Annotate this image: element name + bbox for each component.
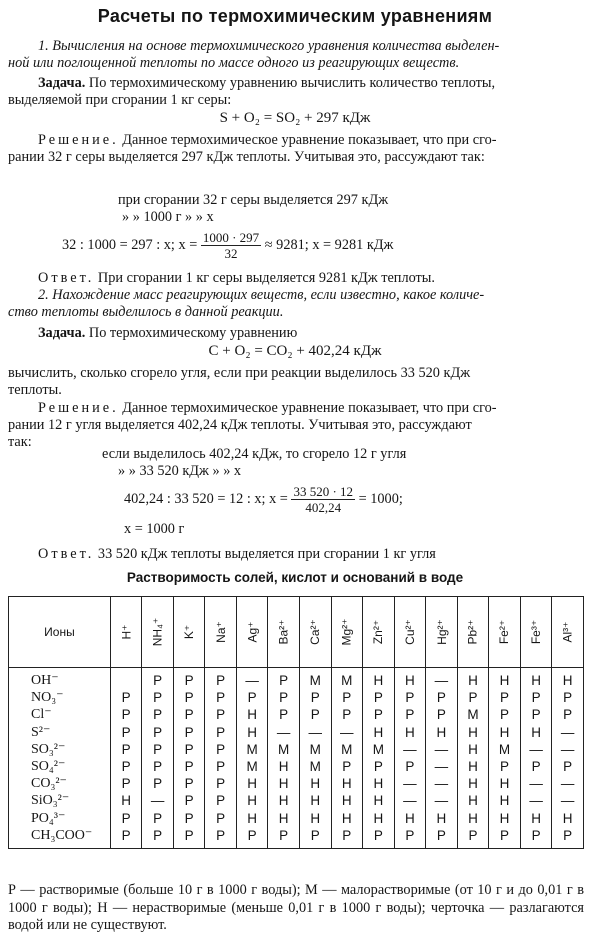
- solubility-cell: Р: [142, 758, 174, 775]
- solubility-cell: Р: [457, 689, 489, 706]
- section2-task: [38, 325, 297, 342]
- calc-left: 32 : 1000 = 297 : x; x =: [62, 237, 201, 253]
- solubility-cell: —: [426, 668, 458, 690]
- cation-header: [426, 597, 458, 668]
- table-title: Растворимость солей, кислот и оснований в воде: [126, 570, 464, 585]
- cation-header: [142, 597, 174, 668]
- section2-task-line2: вычислить, сколько сгорело угля, если при реакции выделилось 33 520 кДж: [8, 365, 471, 381]
- solubility-cell: —: [268, 724, 300, 741]
- calc-left: 402,24 : 33 520 = 12 : x; x =: [124, 491, 292, 507]
- fraction-denominator: 402,24: [305, 500, 342, 516]
- section1-calculation: [62, 228, 393, 262]
- cation-header: [394, 597, 426, 668]
- solubility-cell: Р: [110, 758, 141, 775]
- solubility-cell: Р: [110, 775, 141, 792]
- solubility-cell: Р: [173, 689, 204, 706]
- fraction-numerator: 1000 · 297: [202, 230, 260, 246]
- solubility-cell: Н: [363, 792, 395, 809]
- solution-label: Решение.: [38, 132, 119, 148]
- section1-heading-line2: ной или поглощенной теплоты по массе одного из реагирующих веществ.: [8, 55, 460, 71]
- anion-cell: PO₄³⁻: [9, 810, 111, 827]
- solubility-cell: Р: [205, 741, 237, 758]
- anion-cell: CH₃COO⁻: [9, 827, 111, 849]
- solubility-cell: Р: [268, 668, 300, 690]
- solubility-cell: Р: [268, 689, 300, 706]
- solubility-cell: Р: [142, 668, 174, 690]
- calc-right: ≈ 9281; x = 9281 кДж: [261, 237, 394, 253]
- solubility-cell: —: [394, 741, 426, 758]
- solubility-cell: Н: [299, 792, 331, 809]
- solubility-cell: Р: [173, 668, 204, 690]
- solubility-cell: Н: [236, 706, 268, 723]
- section2-solution-line3: так:: [8, 434, 32, 450]
- section2-solution: [38, 400, 497, 417]
- cation-header: [299, 597, 331, 668]
- solubility-cell: —: [520, 775, 552, 792]
- solubility-cell: —: [142, 792, 174, 809]
- section2-calculation: [124, 482, 403, 516]
- solubility-cell: Р: [110, 724, 141, 741]
- solubility-cell: —: [520, 792, 552, 809]
- solubility-cell: Р: [110, 706, 141, 723]
- task-label: Задача.: [38, 325, 86, 341]
- solubility-cell: Н: [236, 775, 268, 792]
- cation-header: [268, 597, 300, 668]
- solubility-cell: Р: [142, 827, 174, 849]
- solubility-cell: Р: [331, 706, 363, 723]
- solubility-cell: Н: [331, 810, 363, 827]
- solubility-cell: —: [552, 724, 584, 741]
- anion-cell: Cl⁻: [9, 706, 111, 723]
- solubility-cell: Р: [426, 827, 458, 849]
- solubility-cell: Р: [426, 706, 458, 723]
- solubility-cell: Р: [173, 724, 204, 741]
- solution-text: Данное термохимическое уравнение показывает, что при сго-: [118, 400, 497, 416]
- cation-header: [173, 597, 204, 668]
- answer-label: Ответ.: [38, 270, 95, 286]
- solubility-cell: Н: [426, 810, 458, 827]
- table-row: [9, 741, 584, 758]
- section2-proportion-line2: » » 33 520 кДж » » x: [118, 463, 242, 479]
- anion-cell: NO₃⁻: [9, 689, 111, 706]
- solubility-cell: Р: [299, 706, 331, 723]
- solubility-cell: Р: [205, 810, 237, 827]
- cation-label: NH₄⁺: [150, 617, 165, 647]
- solubility-cell: —: [394, 775, 426, 792]
- cation-label: Pb²⁺: [465, 619, 480, 645]
- solubility-cell: Н: [489, 792, 521, 809]
- cation-label: Ag⁺: [245, 621, 260, 643]
- solubility-cell: —: [552, 775, 584, 792]
- solubility-cell: Р: [173, 758, 204, 775]
- solubility-cell: Р: [426, 689, 458, 706]
- solubility-cell: Н: [394, 810, 426, 827]
- solubility-cell: Р: [363, 758, 395, 775]
- cation-label: Al³⁺: [560, 621, 575, 643]
- table-corner: [9, 597, 111, 668]
- section2-heading-line2: ство теплоты выделилось в данной реакции.: [8, 304, 284, 320]
- solubility-cell: Р: [489, 758, 521, 775]
- solubility-cell: Р: [363, 689, 395, 706]
- solubility-cell: Р: [110, 741, 141, 758]
- solubility-cell: М: [299, 758, 331, 775]
- cation-header: [552, 597, 584, 668]
- solubility-cell: Р: [173, 706, 204, 723]
- cation-label: Cu²⁺: [402, 619, 417, 645]
- solubility-cell: Р: [331, 689, 363, 706]
- fraction-numerator: 33 520 · 12: [293, 484, 354, 500]
- anion-cell: SO₃²⁻: [9, 741, 111, 758]
- section1-equation: S + O₂ = SO₂ + 297 кДж: [219, 110, 371, 126]
- solubility-cell: М: [236, 741, 268, 758]
- solubility-cell: М: [331, 668, 363, 690]
- solubility-cell: Р: [299, 689, 331, 706]
- answer-label: Ответ.: [38, 546, 95, 562]
- solubility-cell: Н: [331, 775, 363, 792]
- cation-label: Mg²⁺: [339, 618, 354, 646]
- section1-heading-line1: 1. Вычисления на основе термохимического уравнения количества выделен-: [38, 38, 500, 54]
- section1-task-line2: выделяемой при сгорании 1 кг серы:: [8, 92, 232, 108]
- solubility-cell: Н: [457, 792, 489, 809]
- section2-solution-line2: рании 12 г угля выделяется 402,24 кДж теплоты. Учитывая это, рассуждают: [8, 417, 472, 433]
- solubility-cell: Р: [142, 741, 174, 758]
- section2-result: x = 1000 г: [124, 521, 185, 537]
- solubility-cell: Н: [457, 758, 489, 775]
- cation-header: [457, 597, 489, 668]
- solubility-cell: М: [299, 668, 331, 690]
- solubility-cell: Н: [268, 775, 300, 792]
- section1-task: [38, 75, 495, 92]
- solubility-cell: Р: [394, 827, 426, 849]
- solubility-cell: Р: [489, 706, 521, 723]
- cation-label: Hg²⁺: [434, 619, 449, 645]
- solubility-cell: —: [552, 792, 584, 809]
- table-row: [9, 706, 584, 723]
- solubility-cell: Р: [173, 810, 204, 827]
- anion-cell: SiO₃²⁻: [9, 792, 111, 809]
- solubility-cell: —: [331, 724, 363, 741]
- solution-text: Данное термохимическое уравнение показывает, что при сго-: [118, 132, 497, 148]
- solubility-cell: Р: [205, 792, 237, 809]
- anion-cell: OH⁻: [9, 668, 111, 690]
- solubility-cell: Р: [268, 827, 300, 849]
- solubility-cell: Р: [520, 758, 552, 775]
- section1-proportion-line2: » » 1000 г » » x: [122, 209, 214, 225]
- cation-label: Ba²⁺: [276, 619, 291, 645]
- solubility-cell: Р: [142, 689, 174, 706]
- solubility-cell: М: [331, 741, 363, 758]
- fraction: [291, 484, 355, 515]
- cation-header: [236, 597, 268, 668]
- solubility-cell: Р: [205, 827, 237, 849]
- solubility-cell: Н: [268, 758, 300, 775]
- solubility-cell: Н: [236, 792, 268, 809]
- solubility-cell: Р: [236, 827, 268, 849]
- solubility-cell: Р: [110, 810, 141, 827]
- solubility-cell: Н: [489, 810, 521, 827]
- corner-label: Ионы: [44, 625, 75, 639]
- solubility-cell: М: [268, 741, 300, 758]
- solubility-cell: Н: [426, 724, 458, 741]
- solubility-cell: Н: [520, 724, 552, 741]
- section2-task-line3: теплоты.: [8, 382, 62, 398]
- cation-header: [520, 597, 552, 668]
- section1-answer: [38, 270, 435, 287]
- section2-answer: [38, 546, 436, 563]
- table-row: [9, 689, 584, 706]
- table-row: [9, 775, 584, 792]
- solubility-cell: Р: [142, 810, 174, 827]
- solubility-cell: Р: [110, 827, 141, 849]
- calc-right: = 1000;: [355, 491, 403, 507]
- solubility-cell: Н: [363, 810, 395, 827]
- solubility-cell: Р: [205, 775, 237, 792]
- table-row: [9, 810, 584, 827]
- cation-header: [110, 597, 141, 668]
- cation-label: Fe²⁺: [497, 619, 512, 645]
- solubility-table: [8, 596, 584, 849]
- solubility-cell: Р: [489, 827, 521, 849]
- section1-proportion-line1: при сгорании 32 г серы выделяется 297 кДж: [118, 192, 389, 208]
- cation-header: [205, 597, 237, 668]
- solubility-cell: Н: [394, 724, 426, 741]
- solubility-cell: Р: [173, 775, 204, 792]
- cation-header: [363, 597, 395, 668]
- solubility-cell: Р: [363, 706, 395, 723]
- solubility-cell: М: [457, 706, 489, 723]
- solubility-cell: Н: [268, 792, 300, 809]
- solubility-cell: Н: [363, 668, 395, 690]
- solubility-cell: Р: [142, 775, 174, 792]
- task-text: По термохимическому уравнению: [85, 325, 298, 341]
- solubility-cell: Р: [205, 758, 237, 775]
- anion-cell: CO₃²⁻: [9, 775, 111, 792]
- cation-label: Fe³⁺: [529, 619, 544, 645]
- solubility-cell: Р: [552, 758, 584, 775]
- solubility-cell: Р: [552, 827, 584, 849]
- solubility-cell: Н: [457, 775, 489, 792]
- solubility-cell: Н: [236, 724, 268, 741]
- section2-proportion-line1: если выделилось 402,24 кДж, то сгорело 12 г угля: [102, 446, 407, 462]
- cation-header: [489, 597, 521, 668]
- solubility-cell: Р: [205, 689, 237, 706]
- page-title: Расчеты по термохимическим уравнениям: [97, 6, 493, 26]
- solubility-cell: —: [299, 724, 331, 741]
- table-header-row: [9, 597, 584, 668]
- solubility-cell: Н: [363, 724, 395, 741]
- answer-text: При сгорании 1 кг серы выделяется 9281 кДж теплоты.: [94, 270, 435, 286]
- solubility-cell: Н: [552, 668, 584, 690]
- solubility-cell: —: [552, 741, 584, 758]
- cation-label: Na⁺: [213, 621, 228, 643]
- answer-text: 33 520 кДж теплоты выделяется при сгорании 1 кг угля: [94, 546, 436, 562]
- solubility-cell: Р: [173, 792, 204, 809]
- solubility-cell: Н: [457, 741, 489, 758]
- solubility-cell: Р: [394, 689, 426, 706]
- table-body: [9, 668, 584, 849]
- solubility-cell: —: [394, 792, 426, 809]
- solubility-cell: Н: [457, 668, 489, 690]
- solubility-cell: Н: [268, 810, 300, 827]
- solubility-cell: Н: [457, 724, 489, 741]
- solubility-cell: Н: [520, 668, 552, 690]
- solubility-cell: Р: [205, 706, 237, 723]
- solubility-cell: Н: [236, 810, 268, 827]
- solubility-cell: Н: [489, 668, 521, 690]
- section1-solution-line2: рании 32 г серы выделяется 297 кДж теплоты. Учитывая это, рассуждают так:: [8, 149, 485, 165]
- task-label: Задача.: [38, 75, 86, 91]
- solubility-cell: —: [520, 741, 552, 758]
- solubility-cell: Р: [142, 724, 174, 741]
- solubility-cell: —: [426, 775, 458, 792]
- anion-cell: S²⁻: [9, 724, 111, 741]
- solubility-cell: Р: [363, 827, 395, 849]
- section1-solution: [38, 132, 497, 149]
- solubility-cell: Р: [142, 706, 174, 723]
- solubility-cell: Н: [520, 810, 552, 827]
- solubility-cell: Н: [457, 810, 489, 827]
- solubility-cell: Н: [110, 792, 141, 809]
- solubility-cell: Р: [205, 668, 237, 690]
- solubility-cell: Н: [489, 724, 521, 741]
- solubility-cell: Н: [299, 810, 331, 827]
- table-row: [9, 668, 584, 690]
- solubility-cell: —: [426, 741, 458, 758]
- solubility-cell: Р: [457, 827, 489, 849]
- task-text: По термохимическому уравнению вычислить количество теплоты,: [85, 75, 496, 91]
- solubility-cell: Р: [394, 706, 426, 723]
- cation-header: [331, 597, 363, 668]
- table-row: [9, 827, 584, 849]
- solubility-cell: Р: [299, 827, 331, 849]
- fraction: [201, 230, 261, 261]
- solubility-cell: Р: [110, 689, 141, 706]
- solubility-cell: М: [363, 741, 395, 758]
- cation-label: K⁺: [182, 624, 197, 640]
- solubility-cell: Р: [331, 758, 363, 775]
- solubility-cell: —: [426, 758, 458, 775]
- cation-label: H⁺: [119, 624, 134, 640]
- solubility-cell: Р: [520, 827, 552, 849]
- solubility-cell: М: [236, 758, 268, 775]
- solubility-cell: Р: [520, 689, 552, 706]
- solubility-cell: Н: [489, 775, 521, 792]
- section2-heading-line1: 2. Нахождение масс реагирующих веществ, если известно, какое количе-: [38, 287, 485, 303]
- solubility-cell: Н: [394, 668, 426, 690]
- solubility-cell: Н: [299, 775, 331, 792]
- solubility-cell: Р: [236, 689, 268, 706]
- solution-label: Решение.: [38, 400, 119, 416]
- fraction-denominator: 32: [224, 246, 238, 262]
- solubility-cell: М: [299, 741, 331, 758]
- solubility-cell: М: [489, 741, 521, 758]
- solubility-cell: —: [426, 792, 458, 809]
- solubility-cell: Н: [331, 792, 363, 809]
- solubility-cell: Р: [394, 758, 426, 775]
- solubility-cell: Р: [552, 706, 584, 723]
- solubility-cell: Р: [552, 689, 584, 706]
- cation-label: Zn²⁺: [371, 619, 386, 645]
- solubility-cell: Н: [552, 810, 584, 827]
- table-row: [9, 792, 584, 809]
- table-row: [9, 724, 584, 741]
- solubility-cell: Р: [489, 689, 521, 706]
- section2-equation: C + O₂ = CO₂ + 402,24 кДж: [208, 343, 382, 359]
- solubility-cell: Р: [520, 706, 552, 723]
- solubility-cell: —: [236, 668, 268, 690]
- solubility-cell: Н: [363, 775, 395, 792]
- solubility-cell: Р: [268, 706, 300, 723]
- anion-cell: SO₄²⁻: [9, 758, 111, 775]
- table-row: [9, 758, 584, 775]
- solubility-cell: Р: [173, 741, 204, 758]
- solubility-cell: Р: [331, 827, 363, 849]
- solubility-cell: [110, 668, 141, 690]
- solubility-cell: Р: [173, 827, 204, 849]
- table-legend: Р — растворимые (больше 10 г в 1000 г воды); М — малорастворимые (от 10 г и до 0,01 г в 1000 г воды); Н — нерастворимые (меньше 0,01 г в 1000 г воды); черточка — разлагаются водой или не существуют.: [8, 882, 584, 933]
- solubility-cell: Р: [205, 724, 237, 741]
- cation-label: Ca²⁺: [308, 619, 323, 645]
